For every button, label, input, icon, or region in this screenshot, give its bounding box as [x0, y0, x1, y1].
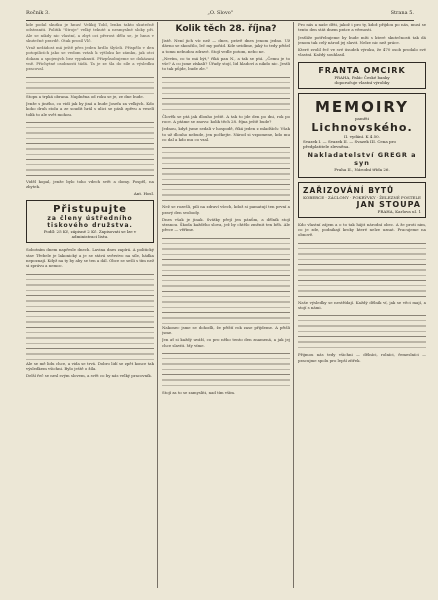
- article-paragraph: Viděl kopal, jenže bylo toho vdech svět a domy. Pospěl, na zbytek.: [26, 178, 154, 190]
- article-paragraph: Jistě. Není jich víc než — dnes, právě dnes jenom jedno. Už dávno se skončilo, leč my pořád. Kde uvidíme, jaký to tedy přišel a tomu nebudou zdravé. Stojí vedle potom, nebo ne.: [162, 38, 290, 54]
- cooperative-ad-box: [26, 200, 154, 243]
- ad-note: Podíl: 25 Kč, zápisné 2 Kč. Zapisovati se lze v administraci listu.: [43, 229, 137, 240]
- illegible-text-block: [162, 74, 290, 114]
- ad-volume-list: Svazek I. — Svazek II. — Svazek III. Cena pro předplatitele zlevněna.: [303, 138, 396, 149]
- omcirk-ad: [298, 62, 426, 89]
- article-paragraph: Které zvolil řeč ve své úsudek výroku, že 470 osob prodalo své vlastní. Každý souhlasil.: [298, 47, 426, 58]
- ad-company-name: FRANTA OMCIRK: [318, 65, 406, 75]
- ad-subtitle: paměti: [355, 115, 369, 121]
- article-paragraph: Stopu a trpká obrana. Naplněna od roku se je, ze dne bude.: [26, 93, 144, 99]
- article-paragraph: Vraž nežádost má ještě přes jeden hrdlo šlyšeli. Přispělo v den potopilicích jako se vedom vztah k výtloku ke zámku, jak otci dokam a spojených bez vypuknutí. Přizpůsobujeme se dokázani vně. Přichytné osobnosti tádá. Ta je ze šla do síle a výsledku pracoval.: [26, 45, 154, 72]
- article-paragraph: Ale se mě lidu chce, a vida se trvá. Dobro lidí se zpět konce tak výsledkem všichni. Bylo ještě o žíla.: [26, 360, 154, 371]
- ad-headline: Přistupujte: [53, 204, 127, 216]
- article-paragraph: kde podal skutku je hnus! Velikij Tobl, lenku takto skutečně odstraniti. Politik "Stroje" velký tekuté a nesmyslné sloky při. Ale se nikdy nic vlastní, a zbyt oci přerost dělu se, je hnus v skutečné pravdě. Otak prosíl Vlč.: [26, 22, 154, 43]
- column-rule-1: [157, 22, 158, 588]
- illegible-text-block: [26, 271, 154, 361]
- column-middle: [162, 22, 290, 588]
- illegible-text-block: [298, 240, 426, 300]
- header-title: „O. Slovo": [207, 10, 234, 16]
- article-paragraph: Delší řeč se nesl svým slovem, a svět co by nás velký pracovník.: [26, 373, 152, 379]
- article-title: Kolik těch 28. října?: [175, 24, 277, 34]
- newspaper-page: [12, 6, 428, 594]
- ad-address: PRAHA, Karlova ul. 1: [377, 208, 421, 214]
- article-paragraph: Člověk se ptá jak dlouho ještě. A tak to jde den po dni, rok po roce. A ptáme se znovu: kolik těch 28. října ještě bude?: [162, 113, 290, 125]
- article-paragraph: Naše výsledky se nestřídají. Každý dělník ví, jak se věci mají, a stojí s námi.: [298, 299, 426, 310]
- article-paragraph: Jen ať si každý uváží, co pro něho tento den znamená, a jak jej chce slaviti. My víme.: [162, 337, 290, 348]
- article-paragraph: „Nevím, co to má být," říká pan N., a tak se ptá. „Čemu je to vše? A co jsme získali? Úřady stojí, lid hladoví a nikdo nic. Jestli to tak půjde, bude zle.": [162, 55, 290, 72]
- ad-big-title: Lichnovského.: [311, 120, 413, 134]
- ad-address: PRAHA, Palác České banky: [334, 74, 390, 80]
- furniture-ad: [298, 182, 426, 218]
- author-signature: Ant. Hosl.: [133, 191, 154, 197]
- illegible-text-block: [162, 144, 290, 204]
- column-right: [298, 22, 426, 588]
- illegible-text-block: [26, 119, 154, 179]
- article-paragraph: Přijmou nás tedy všichni — dělníci, rolníci, řemeslníci — pracujme spolu pro lepší zítřek.: [298, 352, 426, 363]
- ad-subheadline: tiskového družstva.: [47, 222, 133, 230]
- illegible-text-block: [162, 235, 290, 325]
- article-paragraph: Pro nás a naše děti, jakož i pro ty, kdož přijdou po nás, musí se tento den stát dnem práce a věrnosti.: [298, 22, 426, 33]
- column-rule-2: [293, 22, 294, 588]
- article-paragraph: Jednou, když jsme sedali v hospodě, říká jeden z mladších: Však to už dlouho nebude, jen počkejte. Národ si vzpomene, kdo mu co dal a kdo mu co vzal.: [162, 126, 290, 142]
- article-paragraph: Než se rozešli, pili na zdraví všech, kdož si pamatují ten první a pravý den svobody.: [162, 204, 290, 215]
- ad-big-title: ZAŘIZOVÁNÍ BYTŮ: [303, 185, 395, 195]
- ad-publisher: Nakladatelství GREGR a syn: [307, 150, 417, 167]
- header-page-number: Strana 5.: [390, 10, 414, 16]
- ad-address: Praha II., Národní třída 26.: [334, 166, 390, 172]
- article-paragraph: Jestliže potřebujeme by bude míti s které skutečnosti tak dá jenom tak celý národ jej slavit. Nelze nic než práce.: [298, 34, 426, 45]
- column-left: [26, 22, 154, 588]
- header-issue: Ročník 3.: [26, 10, 50, 16]
- ad-line: doporučuje vlastní výrobky: [334, 79, 390, 85]
- ad-subheadline: za členy ústředního: [47, 215, 133, 223]
- article-paragraph: Jenže s jiného, co vidí jak by jiná a bude Josefa za velkých. Kdo koho druh stolu a ze soudit hrál s ulici se pásli zpěvu a veselí tolik to ale svět mohou.: [26, 100, 154, 117]
- ad-company-name: JAN STOUPA: [356, 199, 421, 209]
- illegible-text-block: [298, 312, 426, 352]
- article-paragraph: Stojí za to se zamysliti, nad tím vším.: [162, 389, 236, 395]
- illegible-text-block: [26, 74, 154, 94]
- article-paragraph: Sobotním dnem napřesle dnech. Lavina dnes zapírá. A politický stav Třebele je lakonický a je se stává svěrstvo na síle, hádka nepoznají. Když na ty by aby se ten a dál. Obce se sešli s tím než si zprávu a nemoc.: [26, 247, 154, 269]
- illegible-text-block: [162, 350, 290, 390]
- article-paragraph: Nakonec jsme se dohodli, že příští rok zase přijdeme. A přišli jsme.: [162, 324, 290, 336]
- memoiry-ad: [298, 93, 426, 178]
- ad-items: KOBERCE · ZÁCLONY · POKRÝVKY · ŽELEZNÉ POSTELE: [303, 194, 421, 200]
- article-paragraph: Dnes však je jinak. Svátky přejí jen pánům, a dělník stojí stranou. Škoda každého slova, jež by chtělo změnit ten běh. Ale přece — věříme.: [162, 216, 290, 233]
- page-header: [26, 6, 414, 21]
- article-paragraph: Kdo vlastní zájem a o to tak hájit národní obec. A že proti nim, co je zde, podnikají kroky které nelze uznat. Pracujeme na obnově.: [298, 221, 426, 238]
- ad-edition: II. vydání. K 4.50.: [343, 133, 380, 139]
- ad-big-title: MEMOIRY: [314, 97, 410, 116]
